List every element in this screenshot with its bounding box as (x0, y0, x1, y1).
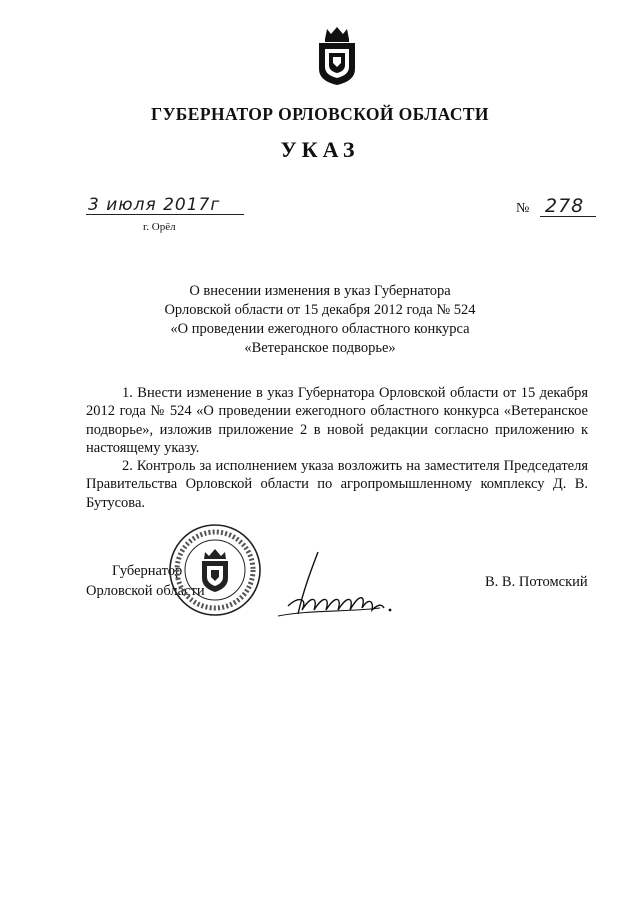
number-sign: № (516, 201, 530, 216)
subject-line: «О проведении ежегодного областного конкурса (170, 321, 470, 337)
handwritten-signature (268, 548, 398, 620)
signatory-name: В. В. Потомский (485, 574, 588, 590)
document-type-title: УКАЗ (280, 137, 360, 162)
document-subject (0, 282, 640, 358)
body-paragraph-1: 1. Внести изменение в указ Губернатора Орловской области от 15 декабря 2012 года № 524 «О проведении ежегодного областного конкурса «Ветеранское подворье», изложив приложение 2 в новой редакции согласно приложению к настоящему указу. (86, 385, 588, 456)
document-body (86, 384, 588, 512)
issue-city: г. Орёл (143, 221, 176, 233)
issuer-title: ГУБЕРНАТОР ОРЛОВСКОЙ ОБЛАСТИ (151, 104, 489, 124)
date-underline (86, 214, 244, 215)
coat-of-arms-icon (313, 25, 361, 87)
document-date: 3 июля 2017г (88, 195, 221, 215)
number-underline (540, 216, 596, 217)
official-seal-icon (167, 522, 263, 618)
subject-line: Орловской области от 15 декабря 2012 года № 524 (164, 302, 476, 318)
subject-line: О внесении изменения в указ Губернатора (189, 283, 451, 299)
document-number: 278 (545, 195, 585, 217)
signatory-title-line-1: Губернатор (112, 563, 183, 579)
body-paragraph-2: 2. Контроль за исполнением указа возложить на заместителя Председателя Правительства Орловской области по агропромышленному комплексу Д. В. Бутусова. (86, 458, 588, 511)
signatory-title-line-2: Орловской области (86, 583, 205, 599)
subject-line: «Ветеранское подворье» (244, 340, 396, 356)
